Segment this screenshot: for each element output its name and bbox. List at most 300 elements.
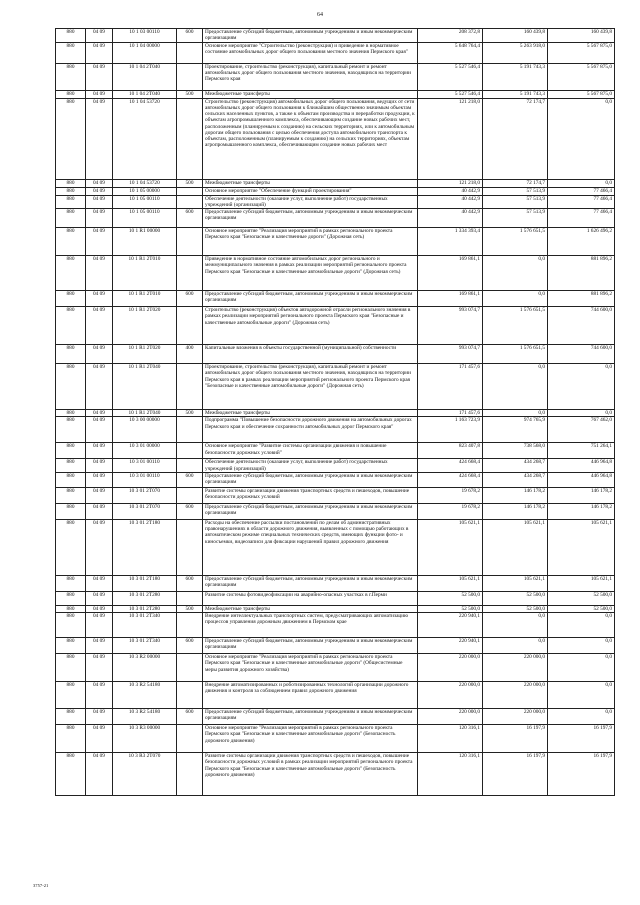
table-row (56, 410, 615, 417)
expense-type-code (177, 417, 203, 443)
amount-year-1: 19 678,2 (418, 503, 483, 519)
target-article-code: 10 3 01 00110 (113, 459, 177, 473)
section-code: 04 09 (86, 345, 113, 364)
table-row (56, 443, 615, 459)
ministry-code: 880 (56, 638, 86, 654)
amount-year-1: 120 316,1 (418, 725, 483, 753)
section-code: 04 09 (86, 187, 113, 195)
target-article-code: 10 3 01 2Т280 (113, 605, 177, 612)
ministry-code: 880 (56, 307, 86, 345)
table-row (56, 613, 615, 638)
ministry-code: 880 (56, 613, 86, 638)
amount-year-2: 1 576 651,5 (483, 307, 548, 345)
amount-year-1: 1 163 723,9 (418, 417, 483, 443)
target-article-code: 10 1 R1 00000 (113, 228, 177, 256)
item-description: Внедрение интеллектуальных транспортных систем, предусматривающих автоматизацию процессов управления дорожным движением в Пермском крае (203, 613, 418, 638)
amount-year-1: 52 500,0 (418, 605, 483, 612)
amount-year-2: 1 576 651,5 (483, 228, 548, 256)
section-code: 04 09 (86, 90, 113, 98)
amount-year-1: 40 442,9 (418, 195, 483, 209)
section-code: 04 09 (86, 575, 113, 591)
ministry-code: 880 (56, 725, 86, 753)
target-article-code: 10 3 01 2Т280 (113, 591, 177, 605)
item-description: Развитие системы фотовидеофиксации на аварийно-опасных участках в г.Перми (203, 591, 418, 605)
ministry-code: 880 (56, 503, 86, 519)
table-row (56, 364, 615, 410)
amount-year-2: 738 568,0 (483, 443, 548, 459)
amount-year-1: 121 218,0 (418, 98, 483, 179)
table-row (56, 519, 615, 575)
expense-type-code: 600 (177, 209, 203, 228)
ministry-code: 880 (56, 228, 86, 256)
amount-year-3: 5 567 875,0 (548, 90, 615, 98)
amount-year-1: 40 442,9 (418, 187, 483, 195)
table-row (56, 638, 615, 654)
amount-year-1: 5 527 546,4 (418, 63, 483, 90)
table-row (56, 179, 615, 187)
target-article-code: 10 3 01 2Т180 (113, 575, 177, 591)
target-article-code: 10 1 05 00110 (113, 195, 177, 209)
target-article-code: 10 3 01 2Т070 (113, 503, 177, 519)
target-article-code: 10 1 R1 2Т010 (113, 256, 177, 291)
section-code: 04 09 (86, 410, 113, 417)
amount-year-2: 0,0 (483, 638, 548, 654)
ministry-code: 880 (56, 472, 86, 487)
table-row (56, 605, 615, 612)
amount-year-3: 767 462,0 (548, 417, 615, 443)
section-code: 04 09 (86, 725, 113, 753)
ministry-code: 880 (56, 291, 86, 307)
target-article-code: 10 3 01 00000 (113, 443, 177, 459)
amount-year-1: 171 457,6 (418, 410, 483, 417)
target-article-code: 10 3 R2 54180 (113, 709, 177, 725)
amount-year-3: 5 567 875,0 (548, 42, 615, 63)
item-description: Предоставление субсидий бюджетным, автономным учреждениям и иным некоммерческим организациям (203, 209, 418, 228)
ministry-code: 880 (56, 29, 86, 43)
amount-year-3: 16 197,9 (548, 725, 615, 753)
amount-year-1: 171 457,6 (418, 364, 483, 410)
section-code: 04 09 (86, 753, 113, 796)
item-description: Межбюджетные трансферты (203, 410, 418, 417)
table-row (56, 345, 615, 364)
table-row (56, 709, 615, 725)
item-description: Расходы на обеспечение рассылки постановлений по делам об административных правонарушениях в области дорожного движения, выявленных с помощью работающих в автоматическом режиме специальных технических средств, имеющих функции фото- и киносъемки, видеозаписи для фиксации нарушений правил дорожного движения (203, 519, 418, 575)
item-description: Предоставление субсидий бюджетным, автономным учреждениям и иным некоммерческим организациям (203, 291, 418, 307)
amount-year-1: 220 940,1 (418, 638, 483, 654)
amount-year-2: 220 000,0 (483, 654, 548, 682)
amount-year-2: 160 439,8 (483, 29, 548, 43)
expense-type-code (177, 487, 203, 503)
section-code: 04 09 (86, 459, 113, 473)
expense-type-code (177, 307, 203, 345)
target-article-code: 10 3 01 00110 (113, 472, 177, 487)
item-description: Основное мероприятие "Реализация мероприятий в рамках регионального проекта Пермского края "Безопасные и качественные автомобильные дороги" (Безопасность дорожного движения) (203, 725, 418, 753)
amount-year-2: 72 174,7 (483, 98, 548, 179)
section-code: 04 09 (86, 63, 113, 90)
amount-year-1: 220 000,0 (418, 654, 483, 682)
section-code: 04 09 (86, 503, 113, 519)
amount-year-3: 16 197,9 (548, 753, 615, 796)
table-row (56, 228, 615, 256)
amount-year-2: 974 765,9 (483, 417, 548, 443)
amount-year-1: 121 218,0 (418, 179, 483, 187)
amount-year-3: 105 621,1 (548, 575, 615, 591)
amount-year-3: 744 600,0 (548, 345, 615, 364)
expense-type-code (177, 63, 203, 90)
section-code: 04 09 (86, 195, 113, 209)
amount-year-3: 52 500,0 (548, 605, 615, 612)
item-description: Основное мероприятие "Обеспечение функций проектирования" (203, 187, 418, 195)
section-code: 04 09 (86, 29, 113, 43)
amount-year-2: 0,0 (483, 364, 548, 410)
amount-year-2: 0,0 (483, 256, 548, 291)
section-code: 04 09 (86, 42, 113, 63)
amount-year-2: 5 191 743,3 (483, 90, 548, 98)
amount-year-3: 77 466,4 (548, 187, 615, 195)
amount-year-3: 1 626 496,2 (548, 228, 615, 256)
expense-type-code: 600 (177, 503, 203, 519)
ministry-code: 880 (56, 753, 86, 796)
expense-type-code (177, 98, 203, 179)
amount-year-3: 77 466,4 (548, 209, 615, 228)
section-code: 04 09 (86, 209, 113, 228)
item-description: Предоставление субсидий бюджетным, автономным учреждениям и иным некоммерческим организациям (203, 709, 418, 725)
amount-year-2: 220 000,0 (483, 709, 548, 725)
budget-table (55, 28, 615, 796)
ministry-code: 880 (56, 605, 86, 612)
amount-year-1: 1 334 393,4 (418, 228, 483, 256)
amount-year-2: 5 191 743,3 (483, 63, 548, 90)
amount-year-2: 52 500,0 (483, 605, 548, 612)
table-row (56, 472, 615, 487)
ministry-code: 880 (56, 410, 86, 417)
table-row (56, 654, 615, 682)
expense-type-code: 500 (177, 410, 203, 417)
target-article-code: 10 3 01 2Т340 (113, 638, 177, 654)
amount-year-1: 5 648 764,4 (418, 42, 483, 63)
amount-year-3: 744 600,0 (548, 307, 615, 345)
target-article-code: 10 3 R2 00000 (113, 654, 177, 682)
item-description: Проектирование, строительство (реконструкция), капитальный ремонт и ремонт автомобильных дорог общего пользования местного значения, находящихся на территории Пермского края в рамках реализации мероприятий регионального проекта Пермского края "Безопасные и качественные автомобильные дороги" (Дорожная сеть) (203, 364, 418, 410)
table-row (56, 503, 615, 519)
target-article-code: 10 1 04 53720 (113, 179, 177, 187)
item-description: Межбюджетные трансферты (203, 90, 418, 98)
expense-type-code (177, 364, 203, 410)
amount-year-2: 72 174,7 (483, 179, 548, 187)
table-row (56, 98, 615, 179)
amount-year-3: 77 466,4 (548, 195, 615, 209)
section-code: 04 09 (86, 179, 113, 187)
amount-year-3: 446 964,8 (548, 472, 615, 487)
expense-type-code: 600 (177, 29, 203, 43)
expense-type-code (177, 682, 203, 709)
section-code: 04 09 (86, 591, 113, 605)
section-code: 04 09 (86, 307, 113, 345)
target-article-code: 10 3 R3 2Т070 (113, 753, 177, 796)
amount-year-1: 208 372,8 (418, 29, 483, 43)
expense-type-code: 600 (177, 709, 203, 725)
ministry-code: 880 (56, 187, 86, 195)
expense-type-code (177, 256, 203, 291)
expense-type-code: 600 (177, 472, 203, 487)
amount-year-1: 993 074,7 (418, 307, 483, 345)
expense-type-code: 600 (177, 291, 203, 307)
target-article-code: 10 1 05 00110 (113, 209, 177, 228)
target-article-code: 10 1 05 00000 (113, 187, 177, 195)
section-code: 04 09 (86, 228, 113, 256)
section-code: 04 09 (86, 443, 113, 459)
item-description: Предоставление субсидий бюджетным, автономным учреждениям и иным некоммерческим организациям (203, 503, 418, 519)
amount-year-3: 0,0 (548, 364, 615, 410)
amount-year-1: 19 678,2 (418, 487, 483, 503)
target-article-code: 10 1 04 2Т040 (113, 90, 177, 98)
amount-year-2: 434 268,7 (483, 472, 548, 487)
target-article-code: 10 3 01 2Т180 (113, 519, 177, 575)
table-row (56, 487, 615, 503)
item-description: Межбюджетные трансферты (203, 605, 418, 612)
item-description: Основное мероприятие "Реализация мероприятий в рамках регионального проекта Пермского края "Безопасные и качественные автомобильные дороги" (Общесистемные меры развития дорожного хозяйства) (203, 654, 418, 682)
expense-type-code (177, 443, 203, 459)
table-row (56, 575, 615, 591)
amount-year-1: 105 621,1 (418, 575, 483, 591)
amount-year-3: 751 264,1 (548, 443, 615, 459)
amount-year-3: 160 439,8 (548, 29, 615, 43)
target-article-code: 10 1 R1 2Т020 (113, 345, 177, 364)
amount-year-3: 0,0 (548, 98, 615, 179)
ministry-code: 880 (56, 42, 86, 63)
section-code: 04 09 (86, 709, 113, 725)
expense-type-code (177, 654, 203, 682)
amount-year-2: 220 000,0 (483, 682, 548, 709)
page-number: 64 (317, 12, 323, 18)
amount-year-1: 105 621,1 (418, 519, 483, 575)
expense-type-code: 600 (177, 638, 203, 654)
amount-year-3: 0,0 (548, 682, 615, 709)
amount-year-3: 0,0 (548, 654, 615, 682)
expense-type-code: 500 (177, 90, 203, 98)
amount-year-3: 52 500,0 (548, 591, 615, 605)
section-code: 04 09 (86, 613, 113, 638)
amount-year-1: 993 074,7 (418, 345, 483, 364)
table-row (56, 291, 615, 307)
table-row (56, 29, 615, 43)
target-article-code: 10 3 01 2Т340 (113, 613, 177, 638)
ministry-code: 880 (56, 63, 86, 90)
amount-year-2: 434 268,7 (483, 459, 548, 473)
item-description: Основное мероприятие "Реализация мероприятий в рамках регионального проекта Пермского края "Безопасные и качественные дороги" (Дорожная сеть) (203, 228, 418, 256)
ministry-code: 880 (56, 575, 86, 591)
ministry-code: 880 (56, 459, 86, 473)
table-row (56, 195, 615, 209)
target-article-code: 10 3 01 2Т070 (113, 487, 177, 503)
amount-year-2: 16 197,9 (483, 725, 548, 753)
table-row (56, 459, 615, 473)
expense-type-code (177, 613, 203, 638)
item-description: Предоставление субсидий бюджетным, автономным учреждениям и иным некоммерческим организациям (203, 638, 418, 654)
section-code: 04 09 (86, 519, 113, 575)
amount-year-1: 169 861,1 (418, 291, 483, 307)
amount-year-2: 105 621,1 (483, 519, 548, 575)
section-code: 04 09 (86, 638, 113, 654)
expense-type-code (177, 42, 203, 63)
table-row (56, 256, 615, 291)
section-code: 04 09 (86, 682, 113, 709)
ministry-code: 880 (56, 256, 86, 291)
item-description: Основное мероприятие "Строительство (реконструкция) и приведение в нормативное состояние автомобильных дорог общего пользования местного значения Пермского края" (203, 42, 418, 63)
section-code: 04 09 (86, 605, 113, 612)
expense-type-code (177, 519, 203, 575)
table-row (56, 42, 615, 63)
amount-year-3: 881 896,2 (548, 291, 615, 307)
amount-year-2: 57 513,9 (483, 209, 548, 228)
ministry-code: 880 (56, 345, 86, 364)
ministry-code: 880 (56, 591, 86, 605)
expense-type-code (177, 725, 203, 753)
item-description: Предоставление субсидий бюджетным, автономным учреждениям и иным некоммерческим организациям (203, 29, 418, 43)
amount-year-3: 0,0 (548, 410, 615, 417)
ministry-code: 880 (56, 519, 86, 575)
ministry-code: 880 (56, 487, 86, 503)
amount-year-2: 146 178,2 (483, 487, 548, 503)
expense-type-code (177, 591, 203, 605)
expense-type-code: 500 (177, 179, 203, 187)
expense-type-code: 500 (177, 605, 203, 612)
target-article-code: 10 3 R3 00000 (113, 725, 177, 753)
section-code: 04 09 (86, 256, 113, 291)
item-description: Предоставление субсидий бюджетным, автономным учреждениям и иным некоммерческим организациям (203, 575, 418, 591)
item-description: Развитие системы организации движения транспортных средств и пешеходов, повышение безопасности дорожных условий в рамках реализации мероприятий регионального проекта Пермского края "Безопасные и качественные автомобильные дороги" (Безопасность дорожного движения) (203, 753, 418, 796)
item-description: Капитальные вложения в объекты государственной (муниципальной) собственности (203, 345, 418, 364)
section-code: 04 09 (86, 417, 113, 443)
amount-year-2: 0,0 (483, 410, 548, 417)
amount-year-1: 220 000,0 (418, 709, 483, 725)
section-code: 04 09 (86, 654, 113, 682)
table-row (56, 90, 615, 98)
item-description: Обеспечение деятельности (оказание услуг, выполнение работ) государственных учреждений (организаций) (203, 459, 418, 473)
section-code: 04 09 (86, 472, 113, 487)
amount-year-3: 105 621,1 (548, 519, 615, 575)
ministry-code: 880 (56, 209, 86, 228)
amount-year-3: 5 567 875,0 (548, 63, 615, 90)
table-row (56, 63, 615, 90)
amount-year-2: 57 513,9 (483, 195, 548, 209)
item-description: Обеспечение деятельности (оказание услуг, выполнение работ) государственных учреждений (организаций) (203, 195, 418, 209)
expense-type-code (177, 195, 203, 209)
ministry-code: 880 (56, 709, 86, 725)
amount-year-3: 0,0 (548, 709, 615, 725)
expense-type-code (177, 187, 203, 195)
amount-year-2: 57 513,9 (483, 187, 548, 195)
target-article-code: 10 1 04 53720 (113, 98, 177, 179)
item-description: Межбюджетные трансферты (203, 179, 418, 187)
table-row (56, 725, 615, 753)
target-article-code: 10 1 R1 2Т040 (113, 364, 177, 410)
amount-year-3: 0,0 (548, 613, 615, 638)
ministry-code: 880 (56, 90, 86, 98)
item-description: Приведение в нормативное состояние автомобильных дорог регионального и межмуниципального значения в рамках реализации мероприятий регионального проекта Пермского края "Безопасные и качественные автомобильные дороги" (Дорожная сеть) (203, 256, 418, 291)
table-row (56, 682, 615, 709)
amount-year-3: 881 896,2 (548, 256, 615, 291)
table-row (56, 209, 615, 228)
target-article-code: 10 1 R1 2Т020 (113, 307, 177, 345)
target-article-code: 10 3 00 00000 (113, 417, 177, 443)
item-description: Развитие системы организации движения транспортных средств и пешеходов, повышение безопасности дорожных условий (203, 487, 418, 503)
ministry-code: 880 (56, 195, 86, 209)
amount-year-1: 220 940,1 (418, 613, 483, 638)
ministry-code: 880 (56, 364, 86, 410)
amount-year-1: 424 668,4 (418, 472, 483, 487)
amount-year-2: 105 621,1 (483, 575, 548, 591)
table-row (56, 307, 615, 345)
expense-type-code (177, 753, 203, 796)
expense-type-code (177, 459, 203, 473)
table-row (56, 591, 615, 605)
table-row (56, 417, 615, 443)
amount-year-3: 0,0 (548, 638, 615, 654)
footer-code: 3757-21 (33, 883, 49, 888)
section-code: 04 09 (86, 487, 113, 503)
amount-year-1: 424 668,4 (418, 459, 483, 473)
expense-type-code (177, 228, 203, 256)
section-code: 04 09 (86, 364, 113, 410)
ministry-code: 880 (56, 682, 86, 709)
target-article-code: 10 3 R2 54180 (113, 682, 177, 709)
amount-year-3: 146 178,2 (548, 503, 615, 519)
item-description: Внедрение автоматизированных и роботизированных технологий организации дорожного движения и контроля за соблюдением правил дорожного движения (203, 682, 418, 709)
amount-year-1: 52 500,0 (418, 591, 483, 605)
section-code: 04 09 (86, 291, 113, 307)
item-description: Основное мероприятие "Развитие системы организации движения и повышение безопасности дорожных условий" (203, 443, 418, 459)
item-description: Предоставление субсидий бюджетным, автономным учреждениям и иным некоммерческим организациям (203, 472, 418, 487)
ministry-code: 880 (56, 654, 86, 682)
item-description: Проектирование, строительство (реконструкция), капитальный ремонт и ремонт автомобильных дорог общего пользования местного значения, находящихся на территории Пермского края (203, 63, 418, 90)
amount-year-2: 16 197,9 (483, 753, 548, 796)
ministry-code: 880 (56, 179, 86, 187)
amount-year-2: 52 500,0 (483, 591, 548, 605)
amount-year-1: 40 442,9 (418, 209, 483, 228)
ministry-code: 880 (56, 98, 86, 179)
expense-type-code: 400 (177, 345, 203, 364)
amount-year-1: 120 316,1 (418, 753, 483, 796)
amount-year-1: 823 407,8 (418, 443, 483, 459)
amount-year-3: 0,0 (548, 179, 615, 187)
item-description: Строительство (реконструкция) автомобильных дорог общего пользования, ведущих от сети автомобильных дорог общего пользования к ближайшим общественно значимым объектам сельских населенных пунктов, а также к объектам производства и переработки продукции, к объектам агропромышленного комплекса, обеспечивающим создание новых рабочих мест, расположенным (планируемым к созданию) на сельских территориях, или к автомобильным дорогам общего пользования с целью обеспечения доступа автомобильного транспорта к объектам, расположенным (планируемым к созданию) на сельских территориях, объектам агропромышленного комплекса, обеспечивающим создание новых рабочих мест (203, 98, 418, 179)
amount-year-2: 0,0 (483, 291, 548, 307)
table-row (56, 187, 615, 195)
expense-type-code: 600 (177, 575, 203, 591)
ministry-code: 880 (56, 417, 86, 443)
amount-year-3: 146 178,2 (548, 487, 615, 503)
ministry-code: 880 (56, 443, 86, 459)
amount-year-2: 1 576 651,5 (483, 345, 548, 364)
item-description: Подпрограмма "Повышение безопасности дорожного движения на автомобильных дорогах Пермского края и обеспечение сохранности автомобильных дорог Пермского края" (203, 417, 418, 443)
target-article-code: 10 1 04 00000 (113, 42, 177, 63)
amount-year-2: 0,0 (483, 613, 548, 638)
amount-year-1: 5 527 546,4 (418, 90, 483, 98)
amount-year-3: 446 964,8 (548, 459, 615, 473)
section-code: 04 09 (86, 98, 113, 179)
target-article-code: 10 1 03 00110 (113, 29, 177, 43)
amount-year-2: 5 263 918,0 (483, 42, 548, 63)
target-article-code: 10 1 04 2Т040 (113, 63, 177, 90)
amount-year-1: 220 000,0 (418, 682, 483, 709)
amount-year-1: 169 861,1 (418, 256, 483, 291)
amount-year-2: 146 178,2 (483, 503, 548, 519)
item-description: Строительство (реконструкция) объектов автодорожной отрасли регионального значения в рамках реализации мероприятий регионального проекта Пермского края "Безопасные и качественные автомобильные дороги" (Дорожная сеть) (203, 307, 418, 345)
target-article-code: 10 1 R1 2Т010 (113, 291, 177, 307)
table-row (56, 753, 615, 796)
target-article-code: 10 1 R1 2Т040 (113, 410, 177, 417)
